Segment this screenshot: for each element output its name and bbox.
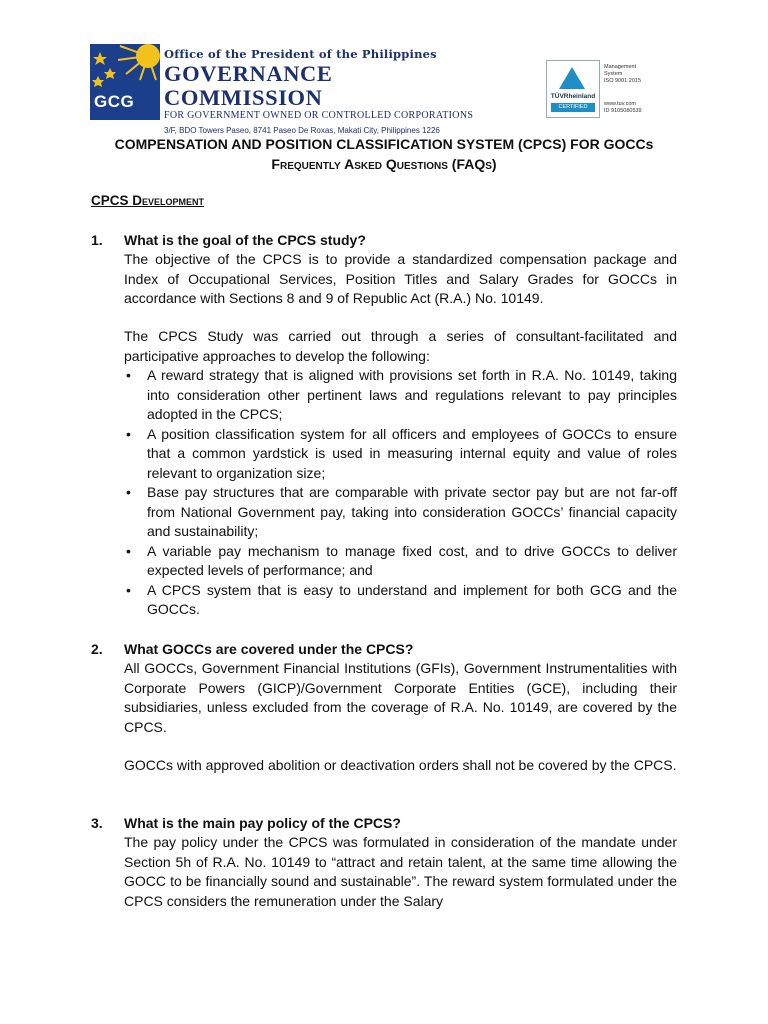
question-number: 3. xyxy=(91,815,103,831)
bullet-icon: • xyxy=(126,425,131,442)
list-item-text: Base pay structures that are comparable with private sector pay but are not far-off from National Government pay, taking into consideration GOCCs’ financial capacity and sustainability; xyxy=(147,484,677,539)
cert-info-line: ID 9105080539 xyxy=(604,108,642,114)
cert-info xyxy=(604,64,656,115)
list-item-text: A reward strategy that is aligned with provisions set forth in R.A. No. 10149, taking into consideration other pertinent laws and regulations relevant to pay principles adopted in the CPCS; xyxy=(147,367,677,422)
commission-subtitle: FOR GOVERNMENT OWNED OR CONTROLLED CORPORATIONS xyxy=(164,110,474,121)
question-text: What GOCCs are covered under the CPCS? xyxy=(124,641,414,657)
certified-label: CERTIFIED xyxy=(551,103,595,112)
organization-block xyxy=(164,47,494,135)
bullet-list xyxy=(124,366,677,620)
answer-paragraph: The pay policy under the CPCS was formulated in consideration of the mandate under Section 5h of R.A. No. 10149 to “attract and retain talent, at the same time allowing the GOCC to be financially sound and sustainable”. The reward system formulated under the CPCS considers the remuneration under the Salary xyxy=(124,834,677,909)
section-heading: CPCS Development xyxy=(91,193,205,208)
document-title: COMPENSATION AND POSITION CLASSIFICATION SYSTEM (CPCS) FOR GOCCs xyxy=(114,136,654,152)
address-line: 3/F, BDO Towers Paseo, 8741 Paseo De Roxas, Makati City, Philippines 1226 xyxy=(164,126,440,135)
answer-paragraph: All GOCCs, Government Financial Institutions (GFIs), Government Instrumentalities with Corporate Powers (GICP)/Government Corporate Entities (GCE), including their subsidiaries, unless excluded from the coverage of R.A. No. 10149, are covered by the CPCS. xyxy=(124,660,677,735)
tuv-brand: TÜVRheinland xyxy=(550,93,596,100)
list-item-text: A CPCS system that is easy to understand and implement for both GCG and the GOCCs. xyxy=(147,581,677,617)
iso-certification xyxy=(546,60,654,118)
office-line: Office of the President of the Philippines xyxy=(164,47,437,61)
gcg-logo xyxy=(90,44,160,120)
question-text: What is the goal of the CPCS study? xyxy=(124,232,366,248)
answer-paragraph: GOCCs with approved abolition or deactivation orders shall not be covered by the CPCS. xyxy=(124,757,677,773)
logo-text: GCG xyxy=(94,92,135,111)
question-number: 1. xyxy=(91,232,103,248)
answer-paragraph: The objective of the CPCS is to provide a standardized compensation package and Index of Occupational Services, Position Titles and Salary Grades for GOCCs in accordance with Sections 8 and 9 of Republic Act (R.A.) No. 10149. xyxy=(124,251,677,306)
commission-name: GOVERNANCE COMMISSION xyxy=(164,61,333,110)
bullet-icon: • xyxy=(126,581,131,598)
list-item xyxy=(124,581,677,620)
bullet-icon: • xyxy=(126,542,131,559)
list-item xyxy=(124,366,677,425)
cert-info-line: System xyxy=(604,71,623,77)
list-item-text: A variable pay mechanism to manage fixed cost, and to drive GOCCs to deliver expected levels of performance; and xyxy=(147,542,677,578)
list-item xyxy=(124,425,677,484)
question-text: What is the main pay policy of the CPCS? xyxy=(124,815,401,831)
list-item xyxy=(124,542,677,581)
cert-info-line: ISO 9001:2015 xyxy=(604,78,642,84)
answer-paragraph: The CPCS Study was carried out through a series of consultant-facilitated and participative approaches to develop the following: xyxy=(124,328,677,364)
tuv-triangle-icon xyxy=(559,67,585,89)
tuv-badge xyxy=(546,60,600,118)
document-subtitle: Frequently Asked Questions (FAQs) xyxy=(271,156,497,172)
letterhead xyxy=(90,44,660,135)
question-number: 2. xyxy=(91,641,103,657)
bullet-icon: • xyxy=(126,367,131,383)
list-item xyxy=(124,483,677,542)
cert-info-line: www.tuv.com xyxy=(604,101,636,107)
bullet-icon: • xyxy=(126,484,131,500)
list-item-text: A position classification system for all officers and employees of GOCCs to ensure that a common yardstick is used in measuring internal equity and value of roles relevant to organization size; xyxy=(147,425,677,481)
cert-info-line: Management xyxy=(604,64,637,70)
